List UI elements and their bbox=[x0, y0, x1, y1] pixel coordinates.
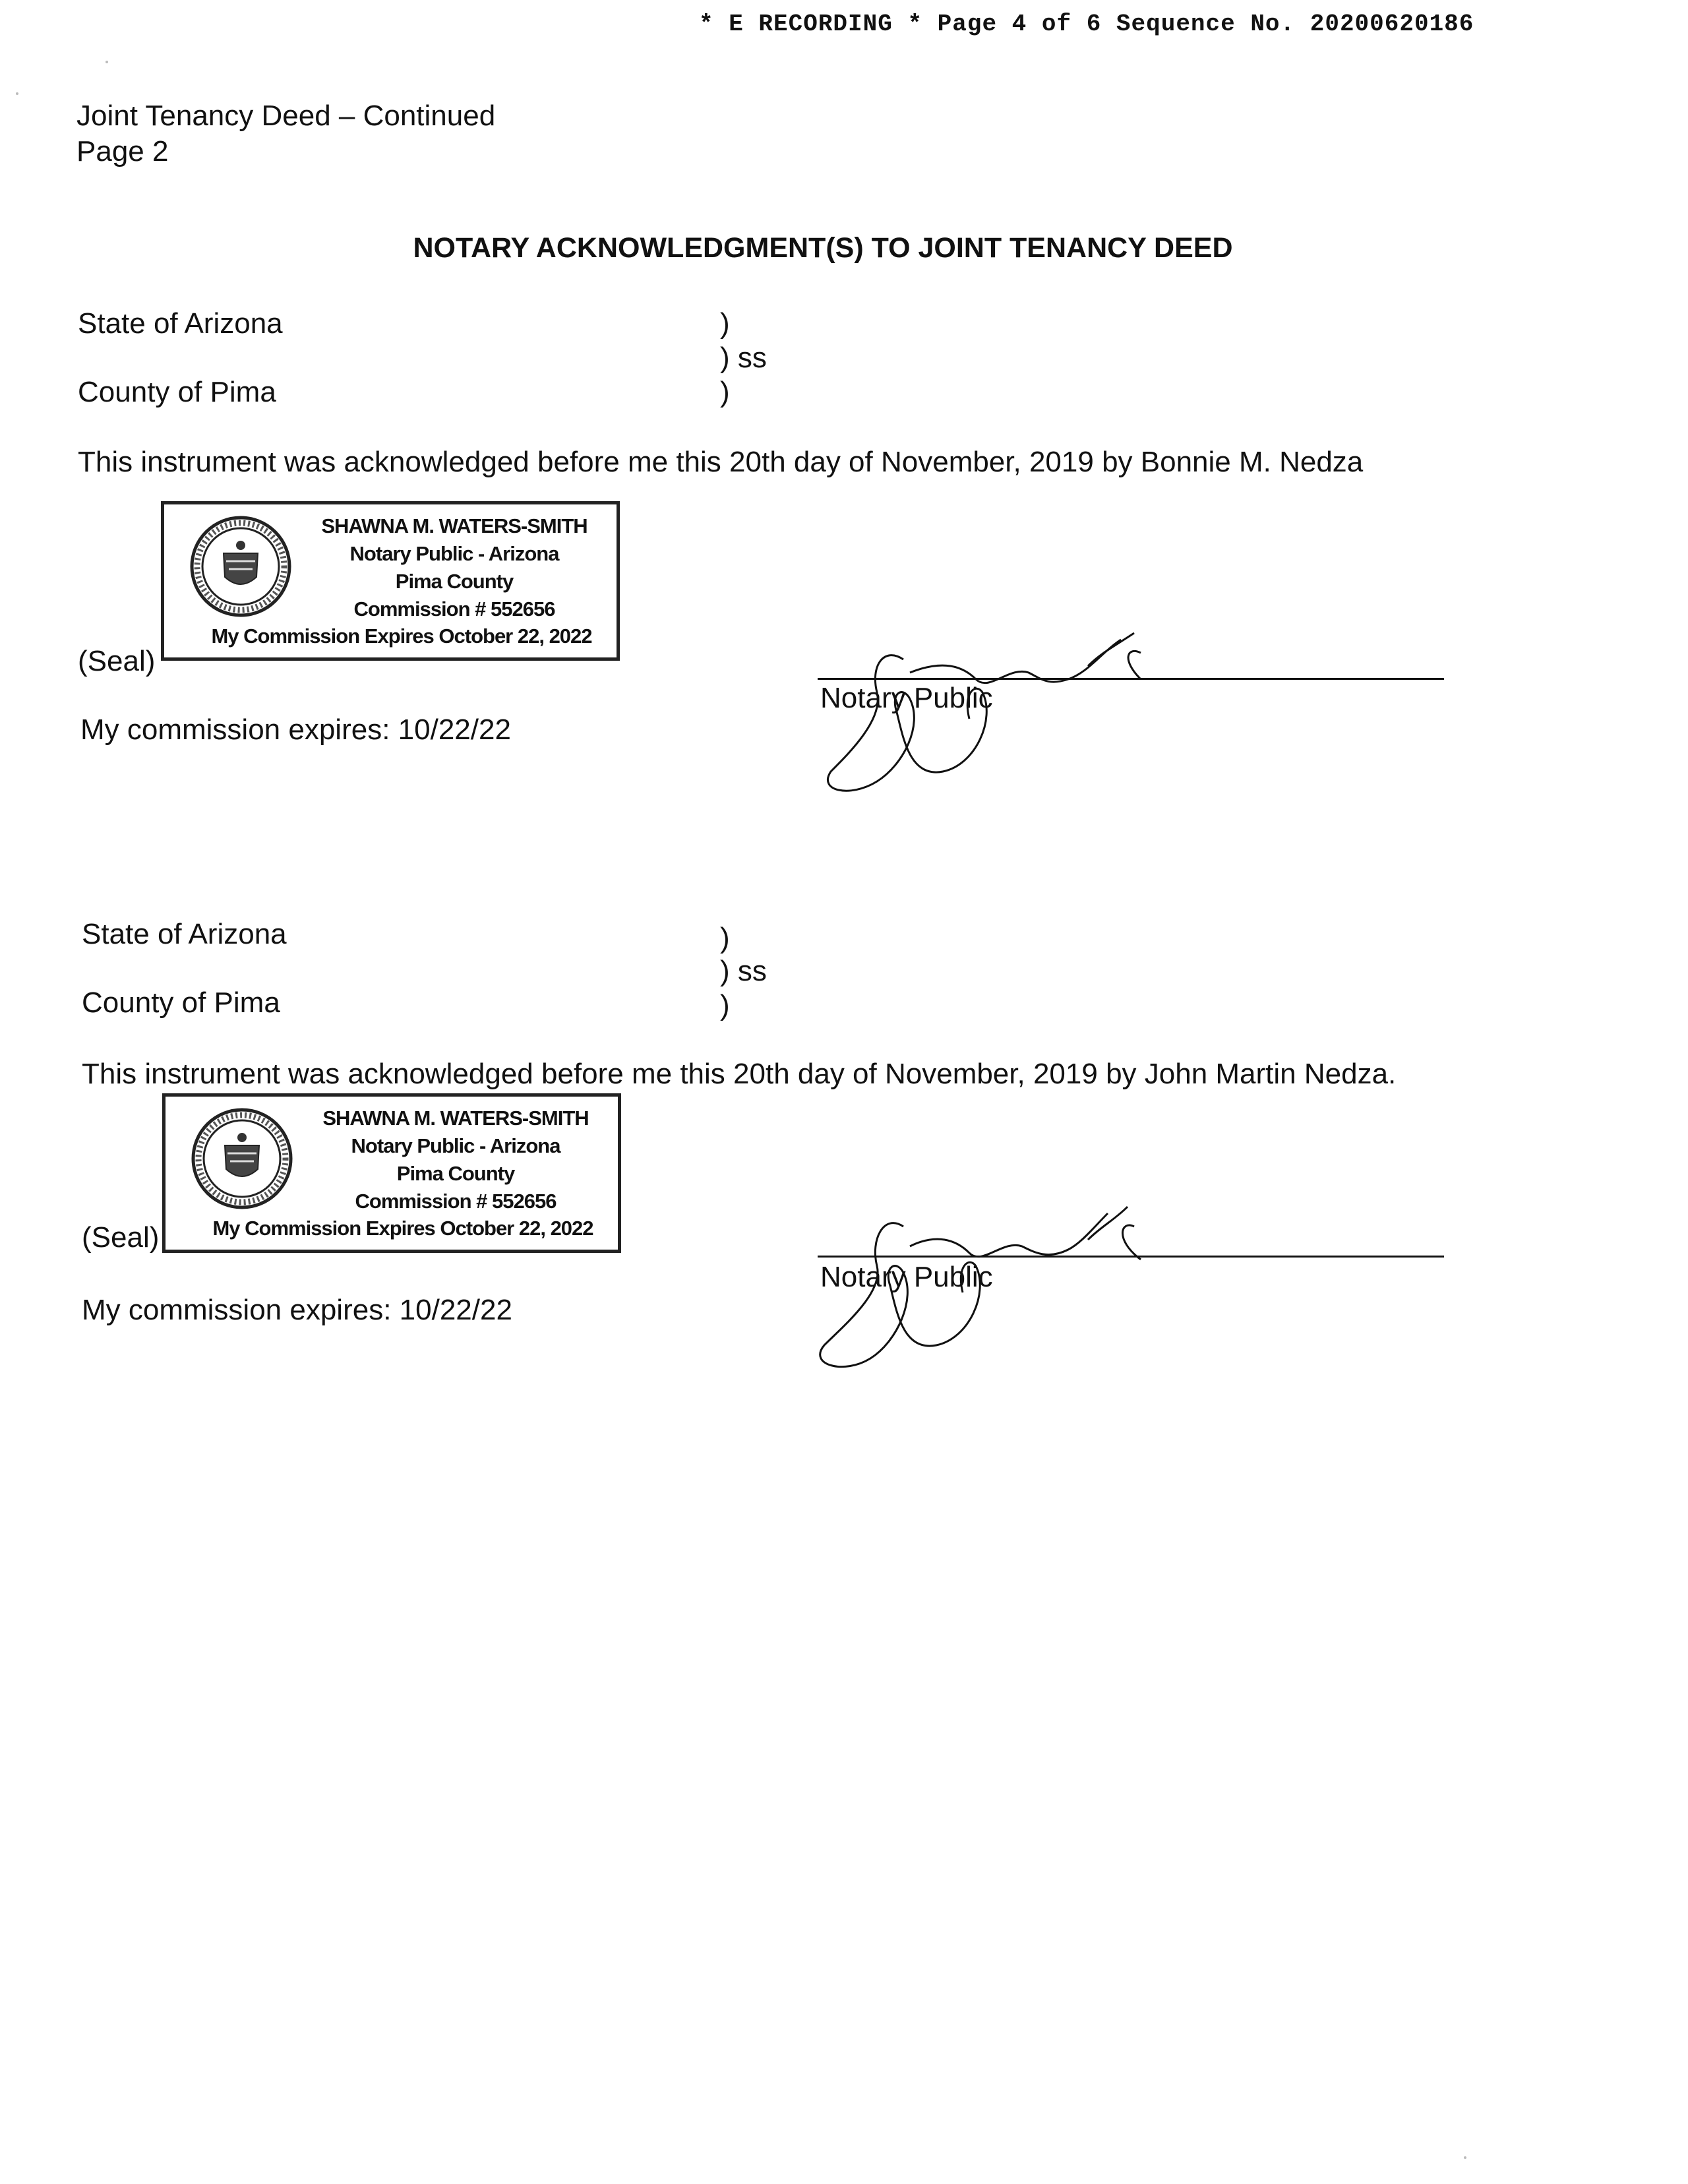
state-label: State of Arizona bbox=[82, 918, 287, 950]
seal-label: (Seal) bbox=[78, 645, 156, 677]
stamp-notary-name: SHAWNA M. WATERS-SMITH bbox=[322, 1107, 589, 1130]
scan-speck bbox=[106, 61, 108, 63]
stamp-commission-number: Commission # 552656 bbox=[353, 597, 555, 621]
venue-ss: ) ss bbox=[720, 342, 767, 374]
notary-public-label: Notary Public bbox=[820, 1261, 993, 1293]
scan-speck bbox=[16, 92, 18, 95]
stamp-text bbox=[296, 512, 613, 623]
scan-speck bbox=[1464, 2156, 1466, 2159]
commission-expires: My commission expires: 10/22/22 bbox=[80, 713, 511, 746]
county-label: County of Pima bbox=[78, 376, 276, 408]
recording-header: * E RECORDING * Page 4 of 6 Sequence No. 20200620186 bbox=[699, 11, 1474, 38]
notary-stamp bbox=[162, 1093, 621, 1253]
stamp-county: Pima County bbox=[396, 1162, 515, 1185]
venue-ss: ) ss bbox=[720, 955, 767, 987]
state-label: State of Arizona bbox=[78, 307, 283, 340]
stamp-text bbox=[297, 1105, 614, 1215]
stamp-notary-title: Notary Public - Arizona bbox=[349, 542, 559, 565]
stamp-notary-title: Notary Public - Arizona bbox=[351, 1134, 560, 1157]
commission-expires: My commission expires: 10/22/22 bbox=[82, 1294, 512, 1326]
stamp-county: Pima County bbox=[395, 570, 514, 593]
venue-paren-bottom: ) bbox=[720, 989, 730, 1021]
stamp-notary-name: SHAWNA M. WATERS-SMITH bbox=[321, 514, 588, 537]
document-title: NOTARY ACKNOWLEDGMENT(S) TO JOINT TENANCY DEED bbox=[413, 232, 1233, 264]
continuation-title: Joint Tenancy Deed – Continued bbox=[76, 100, 496, 132]
state-seal-icon bbox=[188, 514, 293, 619]
stamp-expiration: My Commission Expires October 22, 2022 bbox=[212, 1217, 593, 1240]
acknowledgment-statement: This instrument was acknowledged before me this 20th day of November, 2019 by John Martin Nedza. bbox=[82, 1058, 1397, 1090]
continuation-page: Page 2 bbox=[76, 135, 169, 167]
notary-public-label: Notary Public bbox=[820, 682, 993, 714]
stamp-expiration: My Commission Expires October 22, 2022 bbox=[211, 624, 592, 648]
venue-paren-top: ) bbox=[720, 922, 730, 954]
county-label: County of Pima bbox=[82, 986, 280, 1019]
venue-paren-top: ) bbox=[720, 307, 730, 340]
state-seal-icon bbox=[189, 1106, 295, 1211]
notary-stamp bbox=[161, 501, 620, 661]
stamp-commission-number: Commission # 552656 bbox=[355, 1190, 557, 1213]
seal-label: (Seal) bbox=[82, 1221, 160, 1254]
acknowledgment-statement: This instrument was acknowledged before me this 20th day of November, 2019 by Bonnie M. Nedza bbox=[78, 446, 1364, 478]
venue-paren-bottom: ) bbox=[720, 376, 730, 408]
